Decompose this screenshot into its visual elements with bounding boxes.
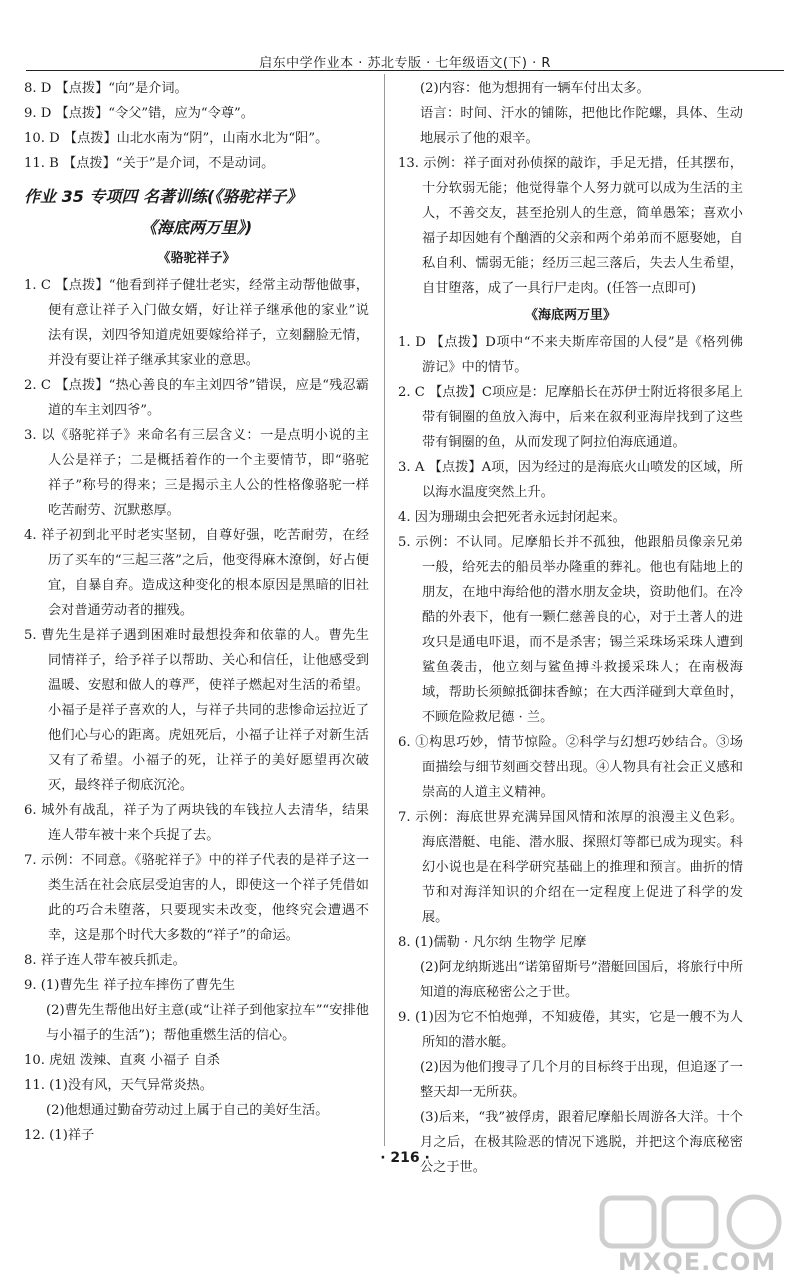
answer-r2: 2. C 【点拨】C项应是：尼摩船长在苏伊士附近将很多尾上带有铜圈的鱼放入海中，后来在叙利亚海岸找到了这些带有铜圈的鱼，从而发现了阿拉伯海底通道。 bbox=[398, 385, 743, 450]
answer-r8-2: (2)阿龙纳斯逃出“诺第留斯号”潜艇回国后，将旅行中所知道的海底秘密公之于世。 bbox=[420, 960, 743, 1000]
answer-q13: 13. 示例：祥子面对孙侦探的敲诈，手足无措，任其摆布，十分软弱无能；他觉得靠个人努力就可以成为生活的主人，不善交友，甚至抢别人的生意，简单愚笨；喜欢小福子却因她有个酗酒的父亲和两个弟弟而不愿娶她，自私自利、懦弱无能；经历三起三落后，失去人生希望，自甘堕落，成了一具行尸走肉。(任答一点即可) bbox=[398, 156, 743, 296]
answer-q11-1: 11. (1)没有风，天气异常炎热。 bbox=[24, 1078, 213, 1093]
left-column bbox=[24, 76, 369, 1148]
answer-r6: 6. ①构思巧妙，情节惊险。②科学与幻想巧妙结合。③场面描绘与细节刻画交替出现。④人物具有社会正义感和崇高的人道主义精神。 bbox=[398, 735, 743, 800]
answer-r9-3: (3)后来，“我”被俘虏，跟着尼摩船长周游各大洋。十个月之后，在极其险恶的情况下逃脱，并把这个海底秘密公之于世。 bbox=[420, 1110, 743, 1175]
answer-r8-1: 8. (1)儒勒 · 凡尔纳 生物学 尼摩 bbox=[398, 935, 587, 950]
section-title-cont: 《海底两万里》) bbox=[140, 218, 253, 237]
answer-q11-2: (2)他想通过勤奋劳动过上属于自己的美好生活。 bbox=[46, 1103, 329, 1118]
right-column bbox=[398, 76, 743, 1180]
answer-r1: 1. D 【点拨】D项中“不来夫斯库帝国的人侵”是《格列佛游记》中的情节。 bbox=[398, 335, 743, 375]
answer-r4: 4. 因为珊瑚虫会把死者永远封闭起来。 bbox=[398, 510, 626, 525]
watermark-logo bbox=[598, 1192, 788, 1276]
answer-8: 8. D 【点拨】“向”是介词。 bbox=[24, 81, 188, 96]
answer-q12-2: (2)内容：他为想拥有一辆车付出太多。 bbox=[420, 81, 650, 96]
answer-q1: 1. C 【点拨】“他看到祥子健壮老实，经常主动帮他做事，便有意让祥子入门做女婿，好让祥子继承他的家业”说法有误，刘四爷知道虎妞要嫁给祥子，立刻翻脸无情，并没有要让祥子继承其家业的意思。 bbox=[24, 278, 369, 368]
answer-q12-3: 语言：时间、汗水的铺陈，把他比作陀螺，具体、生动地展示了他的艰辛。 bbox=[420, 106, 743, 146]
answer-9: 9. D 【点拨】“令父”错，应为“令尊”。 bbox=[24, 106, 254, 121]
answer-q6: 6. 城外有战乱，祥子为了两块钱的车钱拉人去清华，结果连人带车被十来个兵捉了去。 bbox=[24, 803, 369, 843]
answer-q4: 4. 祥子初到北平时老实坚韧，自尊好强，吃苦耐劳，在经历了买车的“三起三落”之后，他变得麻木潦倒，好占便宜，自暴自弃。造成这种变化的根本原因是黑暗的旧社会对普通劳动者的摧残。 bbox=[24, 528, 369, 618]
answer-10: 10. D 【点拨】山北水南为“阴”，山南水北为“阳”。 bbox=[24, 131, 329, 146]
answer-11: 11. B 【点拨】“关于”是介词，不是动词。 bbox=[24, 156, 275, 171]
header-rule bbox=[26, 70, 784, 71]
answer-q5: 5. 曹先生是祥子遇到困难时最想投奔和依靠的人。曹先生同情祥子，给予祥子以帮助、关心和信任，让他感受到温暖、安慰和做人的尊严，使祥子燃起对生活的希望。小福子是祥子喜欢的人，与祥子共同的悲惨命运拉近了他们心与心的距离。虎妞死后，小福子让祥子对新生活又有了希望。小福子的死，让祥子的美好愿望再次破灭，最终祥子彻底沉沦。 bbox=[24, 628, 369, 793]
answer-q10: 10. 虎妞 泼辣、直爽 小福子 自杀 bbox=[24, 1053, 220, 1068]
watermark-answer-icon bbox=[598, 1192, 788, 1252]
answer-q3: 3. 以《骆驼祥子》来命名有三层含义：一是点明小说的主人公是祥子；二是概括着作的一个主要情节，即“骆驼祥子”称号的得来；三是揭示主人公的性格像骆驼一样吃苦耐劳、沉默憨厚。 bbox=[24, 428, 369, 518]
answer-r5: 5. 示例：不认同。尼摩船长并不孤独，他跟船员像亲兄弟一般，给死去的船员举办隆重的葬礼。他也有陆地上的朋友，在地中海给他的潜水朋友金块，资助他们。在冷酷的外表下，他有一颗仁慈善良的心，对于土著人的进攻只是通电吓退，而不是杀害；锡兰采珠场采珠人遭到鲨鱼袭击，他立刻与鲨鱼搏斗救援采珠人；在南极海域，帮助长须鲸抵御抹香鲸；在大西洋碰到大章鱼时，不顾危险救尼德 · 兰。 bbox=[398, 535, 743, 725]
column-divider bbox=[384, 74, 385, 1146]
answer-q12-1: 12. (1)祥子 bbox=[24, 1128, 95, 1143]
page-number: · 216 · bbox=[380, 1150, 430, 1166]
answer-q7: 7. 示例：不同意。《骆驼祥子》中的祥子代表的是祥子这一类生活在社会底层受迫害的人，即使这一个祥子凭借如此的巧合未堕落，只要现实未改变，他终究会遭遇不幸，这是那个时代大多数的“祥子”的命运。 bbox=[24, 853, 369, 943]
answer-q8: 8. 祥子连人带车被兵抓走。 bbox=[24, 953, 186, 968]
running-header: 启东中学作业本 · 苏北专版 · 七年级语文(下) · R bbox=[259, 56, 551, 71]
answer-r9-2: (2)因为他们搜寻了几个月的目标终于出现，但追逐了一整天却一无所获。 bbox=[420, 1060, 743, 1100]
answer-q9-2: (2)曹先生帮他出好主意(或“让祥子到他家拉车”“安排他与小福子的生活”)；帮他重燃生活的信心。 bbox=[46, 1003, 369, 1043]
book-title-20000: 《海底两万里》 bbox=[524, 308, 616, 323]
book-title-camel: 《骆驼祥子》 bbox=[157, 251, 236, 266]
answer-q9-1: 9. (1)曹先生 祥子拉车摔伤了曹先生 bbox=[24, 978, 236, 993]
answer-r9-1: 9. (1)因为它不怕炮弹，不知疲倦，其实，它是一艘不为人所知的潜水艇。 bbox=[398, 1010, 743, 1050]
answer-r7: 7. 示例：海底世界充满异国风情和浓厚的浪漫主义色彩。海底潜艇、电能、潜水服、探照灯等都已成为现实。科幻小说也是在科学研究基础上的推理和预言。曲折的情节和对海洋知识的介绍在一定程度上促进了科学的发展。 bbox=[398, 810, 743, 925]
section-title: 作业 35 专项四 名著训练(《骆驼祥子》 bbox=[24, 187, 303, 206]
answer-q2: 2. C 【点拨】“热心善良的车主刘四爷”错误，应是“残忍霸道的车主刘四爷”。 bbox=[24, 378, 369, 418]
watermark-text: MXQE.COM bbox=[618, 1248, 777, 1276]
answer-r3: 3. A 【点拨】A项，因为经过的是海底火山喷发的区域，所以海水温度突然上升。 bbox=[398, 460, 743, 500]
